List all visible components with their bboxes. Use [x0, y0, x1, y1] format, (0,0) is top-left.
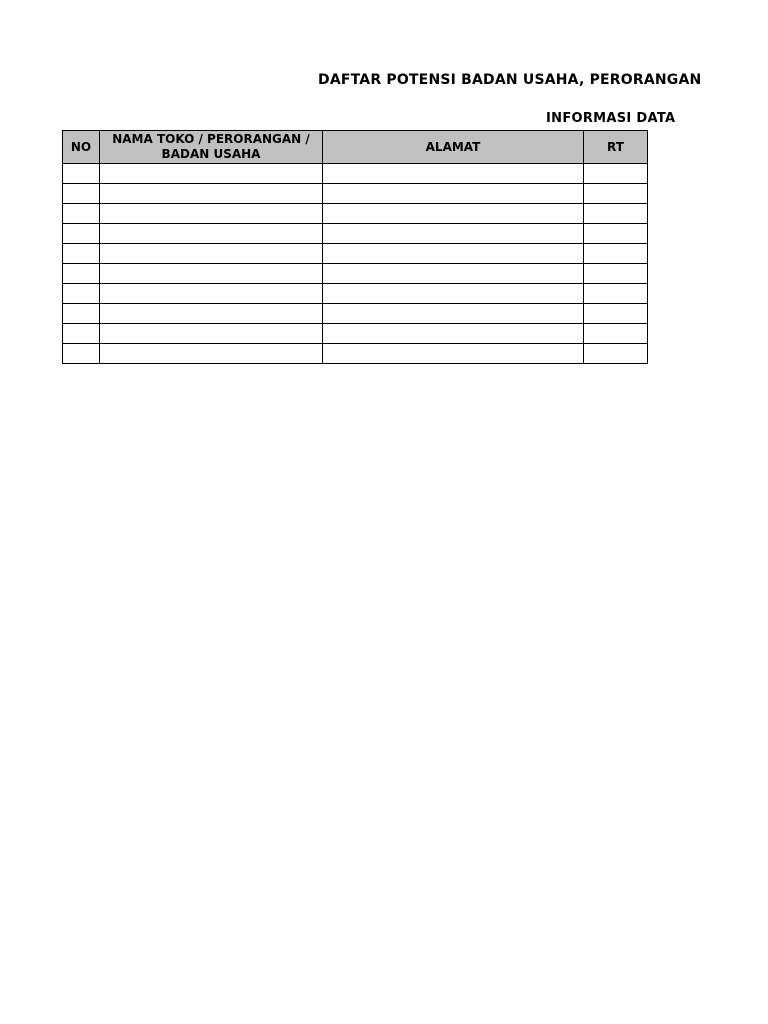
cell-alamat[interactable] [323, 264, 584, 284]
cell-rt[interactable] [584, 224, 648, 244]
section-title: INFORMASI DATA [546, 111, 676, 126]
cell-no[interactable] [63, 264, 100, 284]
column-header-nama: NAMA TOKO / PERORANGAN / BADAN USAHA [100, 131, 323, 164]
cell-rt[interactable] [584, 304, 648, 324]
cell-nama[interactable] [100, 304, 323, 324]
cell-alamat[interactable] [323, 204, 584, 224]
cell-no[interactable] [63, 224, 100, 244]
cell-alamat[interactable] [323, 164, 584, 184]
cell-rt[interactable] [584, 164, 648, 184]
column-header-no: NO [63, 131, 100, 164]
table-row [63, 204, 648, 224]
cell-alamat[interactable] [323, 184, 584, 204]
cell-rt[interactable] [584, 344, 648, 364]
cell-no[interactable] [63, 284, 100, 304]
cell-no[interactable] [63, 204, 100, 224]
cell-alamat[interactable] [323, 324, 584, 344]
table-row [63, 264, 648, 284]
cell-rt[interactable] [584, 284, 648, 304]
cell-alamat[interactable] [323, 284, 584, 304]
table-row [63, 344, 648, 364]
table-row [63, 324, 648, 344]
cell-rt[interactable] [584, 324, 648, 344]
cell-nama[interactable] [100, 204, 323, 224]
cell-nama[interactable] [100, 264, 323, 284]
cell-alamat[interactable] [323, 344, 584, 364]
cell-no[interactable] [63, 304, 100, 324]
table-header-row [63, 131, 648, 164]
cell-rt[interactable] [584, 244, 648, 264]
table-row [63, 304, 648, 324]
cell-alamat[interactable] [323, 244, 584, 264]
table-row [63, 284, 648, 304]
cell-nama[interactable] [100, 284, 323, 304]
cell-nama[interactable] [100, 324, 323, 344]
cell-rt[interactable] [584, 264, 648, 284]
table-row [63, 184, 648, 204]
table-row [63, 164, 648, 184]
table-row [63, 244, 648, 264]
cell-no[interactable] [63, 324, 100, 344]
column-header-rt: RT [584, 131, 648, 164]
cell-no[interactable] [63, 344, 100, 364]
cell-rt[interactable] [584, 204, 648, 224]
table-body [63, 164, 648, 364]
page-title: DAFTAR POTENSI BADAN USAHA, PERORANGAN [318, 72, 702, 88]
table-row [63, 224, 648, 244]
cell-nama[interactable] [100, 224, 323, 244]
cell-no[interactable] [63, 164, 100, 184]
data-table [62, 130, 648, 364]
cell-nama[interactable] [100, 184, 323, 204]
cell-rt[interactable] [584, 184, 648, 204]
column-header-alamat: ALAMAT [323, 131, 584, 164]
cell-alamat[interactable] [323, 224, 584, 244]
cell-nama[interactable] [100, 244, 323, 264]
cell-nama[interactable] [100, 344, 323, 364]
cell-alamat[interactable] [323, 304, 584, 324]
cell-no[interactable] [63, 184, 100, 204]
cell-nama[interactable] [100, 164, 323, 184]
cell-no[interactable] [63, 244, 100, 264]
